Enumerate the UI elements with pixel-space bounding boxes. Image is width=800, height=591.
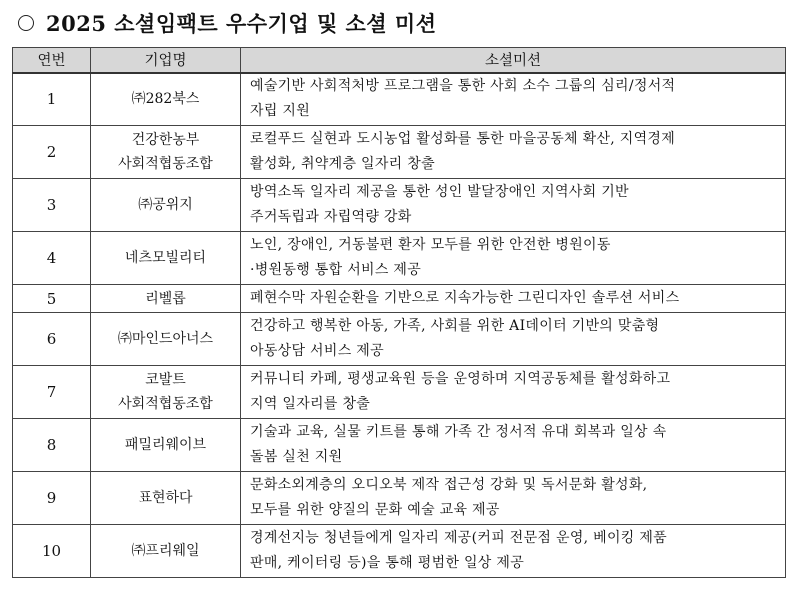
table-row (13, 313, 786, 366)
table-row (13, 126, 786, 179)
social-mission: 경계선지능 청년들에게 일자리 제공(커피 전문점 운영, 베이킹 제품 판매, 케이터링 등)을 통해 평범한 일상 제공 (241, 525, 786, 578)
row-number: 4 (13, 232, 91, 285)
social-mission: 폐현수막 자원순환을 기반으로 지속가능한 그린디자인 솔루션 서비스 (241, 285, 786, 313)
row-number: 6 (13, 313, 91, 366)
company-name: ㈜마인드아너스 (91, 313, 241, 366)
header-company: 기업명 (91, 48, 241, 73)
company-name: ㈜프리웨일 (91, 525, 241, 578)
company-name: 패밀리웨이브 (91, 419, 241, 472)
social-mission: 예술기반 사회적처방 프로그램을 통한 사회 소수 그룹의 심리/정서적 자립 지원 (241, 73, 786, 126)
company-name: ㈜282북스 (91, 73, 241, 126)
social-mission: 로컬푸드 실현과 도시농업 활성화를 통한 마을공동체 확산, 지역경제 활성화, 취약계층 일자리 창출 (241, 126, 786, 179)
company-name: 표현하다 (91, 472, 241, 525)
row-number: 2 (13, 126, 91, 179)
row-number: 9 (13, 472, 91, 525)
table-row (13, 419, 786, 472)
company-name: 네츠모빌리티 (91, 232, 241, 285)
social-mission: 건강하고 행복한 아동, 가족, 사회를 위한 AI데이터 기반의 맞춤형 아동상담 서비스 제공 (241, 313, 786, 366)
header-mission: 소셜미션 (241, 48, 786, 73)
table-row (13, 472, 786, 525)
table-row (13, 73, 786, 126)
row-number: 8 (13, 419, 91, 472)
company-name: ㈜공위지 (91, 179, 241, 232)
table-row (13, 179, 786, 232)
page-title (18, 6, 437, 40)
table-row (13, 525, 786, 578)
table-row (13, 285, 786, 313)
row-number: 10 (13, 525, 91, 578)
company-name: 리벨롭 (91, 285, 241, 313)
social-mission: 기술과 교육, 실물 키트를 통해 가족 간 정서적 유대 회복과 일상 속 돌봄 실천 지원 (241, 419, 786, 472)
table-row (13, 366, 786, 419)
row-number: 1 (13, 73, 91, 126)
social-mission-table (12, 47, 786, 578)
social-mission: 문화소외계층의 오디오북 제작 접근성 강화 및 독서문화 활성화, 모두를 위한 양질의 문화 예술 교육 제공 (241, 472, 786, 525)
company-name: 건강한농부 사회적협동조합 (91, 126, 241, 179)
social-mission: 커뮤니티 카페, 평생교육원 등을 운영하며 지역공동체를 활성화하고 지역 일자리를 창출 (241, 366, 786, 419)
company-name: 코발트 사회적협동조합 (91, 366, 241, 419)
row-number: 3 (13, 179, 91, 232)
social-mission: 노인, 장애인, 거동불편 환자 모두를 위한 안전한 병원이동 ·병원동행 통합 서비스 제공 (241, 232, 786, 285)
row-number: 7 (13, 366, 91, 419)
row-number: 5 (13, 285, 91, 313)
table-header-row (13, 48, 786, 73)
page-title-text: 2025 소셜임팩트 우수기업 및 소셜 미션 (46, 11, 437, 36)
circle-bullet-icon (18, 15, 34, 31)
table-row (13, 232, 786, 285)
header-no: 연번 (13, 48, 91, 73)
social-mission: 방역소독 일자리 제공을 통한 성인 발달장애인 지역사회 기반 주거독립과 자립역량 강화 (241, 179, 786, 232)
